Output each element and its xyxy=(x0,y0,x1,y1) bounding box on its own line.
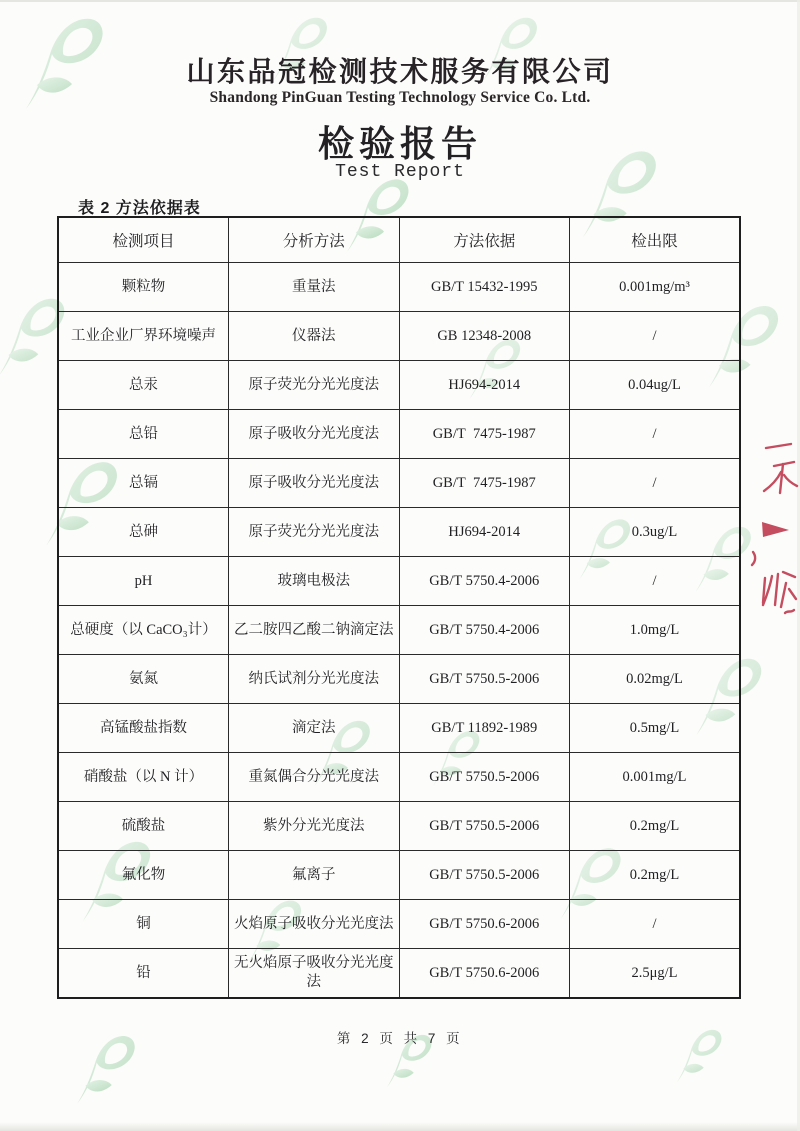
table-row xyxy=(58,410,740,459)
table-cell: 总硬度（以 CaCO₃计） xyxy=(58,606,229,655)
table-cell: GB/T 5750.4-2006 xyxy=(399,606,570,655)
table-cell: 滴定法 xyxy=(229,704,400,753)
table-cell: 硫酸盐 xyxy=(58,802,229,851)
table-cell: 0.2mg/L xyxy=(570,802,741,851)
table-cell: GB/T 5750.5-2006 xyxy=(399,802,570,851)
table-cell: pH xyxy=(58,557,229,606)
table-cell: / xyxy=(570,459,741,508)
column-header: 方法依据 xyxy=(399,217,570,263)
table-cell: 原子吸收分光光度法 xyxy=(229,459,400,508)
table-cell: 总铅 xyxy=(58,410,229,459)
table-row xyxy=(58,263,740,312)
table-row xyxy=(58,312,740,361)
table-cell: 2.5μg/L xyxy=(570,949,741,999)
table-cell: 0.2mg/L xyxy=(570,851,741,900)
table-row xyxy=(58,459,740,508)
table-row xyxy=(58,949,740,999)
table-cell: GB/T 11892-1989 xyxy=(399,704,570,753)
table-cell: 铜 xyxy=(58,900,229,949)
column-header: 分析方法 xyxy=(229,217,400,263)
table-cell: 高锰酸盐指数 xyxy=(58,704,229,753)
table-cell: GB/T 5750.5-2006 xyxy=(399,753,570,802)
table-cell: GB 12348-2008 xyxy=(399,312,570,361)
page-number: 第 2 页 共 7 页 xyxy=(336,1031,464,1046)
report-title-cn: 检验报告 xyxy=(317,123,482,164)
scan-edge-bottom xyxy=(0,1122,800,1131)
table-cell: 玻璃电极法 xyxy=(229,557,400,606)
table-cell: / xyxy=(570,410,741,459)
methods-table-head xyxy=(58,217,740,263)
table-row xyxy=(58,802,740,851)
table-cell: 火焰原子吸收分光光度法 xyxy=(229,900,400,949)
table-row xyxy=(58,606,740,655)
table-cell: 总镉 xyxy=(58,459,229,508)
methods-table-body xyxy=(58,263,740,999)
table-row xyxy=(58,900,740,949)
table-cell: HJ694-2014 xyxy=(399,508,570,557)
table-row xyxy=(58,361,740,410)
table-row xyxy=(58,557,740,606)
table-cell: GB/T 15432-1995 xyxy=(399,263,570,312)
table-cell: 氟离子 xyxy=(229,851,400,900)
table-cell: HJ694-2014 xyxy=(399,361,570,410)
table-cell: 原子吸收分光光度法 xyxy=(229,410,400,459)
column-header: 检测项目 xyxy=(58,217,229,263)
company-name-cn: 山东品冠检测技术服务有限公司 xyxy=(186,56,614,87)
table-cell: 铅 xyxy=(58,949,229,999)
table-cell: / xyxy=(570,900,741,949)
table-cell: 颗粒物 xyxy=(58,263,229,312)
table-cell: 工业企业厂界环境噪声 xyxy=(58,312,229,361)
table-row xyxy=(58,508,740,557)
table-cell: GB/T 7475-1987 xyxy=(399,410,570,459)
table-cell: 原子荧光分光光度法 xyxy=(229,508,400,557)
table-cell: GB/T 7475-1987 xyxy=(399,459,570,508)
company-name-en: Shandong PinGuan Testing Technology Service Co. Ltd. xyxy=(209,89,591,106)
table-cell: 氟化物 xyxy=(58,851,229,900)
table-cell: 重量法 xyxy=(229,263,400,312)
table-cell: 0.04ug/L xyxy=(570,361,741,410)
table-cell: 紫外分光光度法 xyxy=(229,802,400,851)
table-cell: 0.02mg/L xyxy=(570,655,741,704)
table-cell: 0.001mg/m³ xyxy=(570,263,741,312)
table-cell: 氨氮 xyxy=(58,655,229,704)
table-cell: GB/T 5750.4-2006 xyxy=(399,557,570,606)
table-cell: GB/T 5750.6-2006 xyxy=(399,949,570,999)
methods-table xyxy=(57,216,741,999)
table-cell: 原子荧光分光光度法 xyxy=(229,361,400,410)
table-cell: 0.5mg/L xyxy=(570,704,741,753)
table-cell: 乙二胺四乙酸二钠滴定法 xyxy=(229,606,400,655)
table-cell: / xyxy=(570,312,741,361)
column-header: 检出限 xyxy=(570,217,741,263)
table-cell: 硝酸盐（以 N 计） xyxy=(58,753,229,802)
scan-edge-top xyxy=(0,0,800,2)
table-cell: GB/T 5750.5-2006 xyxy=(399,655,570,704)
table-cell: 总汞 xyxy=(58,361,229,410)
table-row xyxy=(58,851,740,900)
table-cell: GB/T 5750.5-2006 xyxy=(399,851,570,900)
table-cell: 重氮偶合分光光度法 xyxy=(229,753,400,802)
table-cell: 纳氏试剂分光光度法 xyxy=(229,655,400,704)
report-title-en: Test Report xyxy=(335,162,465,182)
table-cell: 无火焰原子吸收分光光度法 xyxy=(229,949,400,999)
table-row xyxy=(58,704,740,753)
table-cell: GB/T 5750.6-2006 xyxy=(399,900,570,949)
table-row xyxy=(58,655,740,704)
table-row xyxy=(58,753,740,802)
table-cell: 0.3ug/L xyxy=(570,508,741,557)
table-cell: / xyxy=(570,557,741,606)
table-cell: 0.001mg/L xyxy=(570,753,741,802)
table-cell: 仪器法 xyxy=(229,312,400,361)
table-cell: 总砷 xyxy=(58,508,229,557)
table-caption: 表 2 方法依据表 xyxy=(78,200,201,217)
table-header-row xyxy=(58,217,740,263)
table-cell: 1.0mg/L xyxy=(570,606,741,655)
